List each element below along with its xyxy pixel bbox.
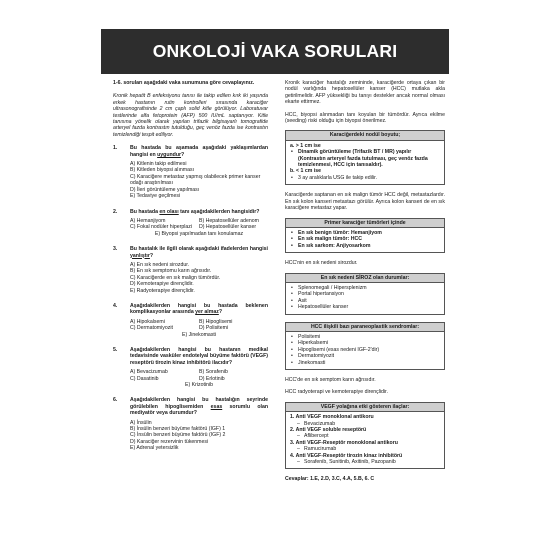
box-item: • Splenomegali / Hipersplenizm bbox=[290, 285, 440, 291]
box-item: • Polisitemi bbox=[290, 334, 440, 340]
option-d: D) Erlotinib bbox=[199, 375, 225, 382]
question-2 bbox=[113, 209, 268, 238]
question-number: 2. bbox=[113, 208, 118, 215]
option-b: B) Hipoglisemi bbox=[199, 318, 233, 325]
question-3 bbox=[113, 246, 268, 294]
box-item: • Dinamik görüntüleme (Trifazik BT / MR) yapılır (Kontrastın arteryel fazda tutulması, geç venöz fazda temizlenmesi, HCC için tanısaldır). bbox=[290, 149, 440, 168]
cirrhosis-box bbox=[285, 273, 445, 315]
option-b: B) İnsülin benzeri büyüme faktörü (IGF) 1 bbox=[130, 426, 226, 433]
question-text: Aşağıdakilerden hangisi bu hastanın medikal tedavisinde vasküler endotelyal büyüme faktörü (VEGF) reseptörü tirozin kinaz inhibitörü ilacıdır? bbox=[130, 347, 268, 366]
question-text: Bu hastada en olası tanı aşağıdakilerden hangisidir? bbox=[130, 208, 260, 215]
option-e: E) Krizotinib bbox=[185, 382, 213, 389]
box-item: • Portal hipertansiyon bbox=[290, 291, 440, 297]
right-column bbox=[285, 80, 445, 489]
option-a: A) Kitlenin takip edilmesi bbox=[130, 161, 187, 168]
paraneoplastic-box bbox=[285, 322, 445, 370]
question-5 bbox=[113, 347, 268, 388]
box-subitem: – Aflibercept bbox=[290, 433, 440, 439]
box-header: Primer karaciğer tümörleri içinde bbox=[286, 219, 444, 228]
option-e: E) Radyoterapiye dirençlidir. bbox=[130, 287, 195, 294]
box-item: 3. Anti VEGF-Reseptör monoklonal antikoru bbox=[290, 439, 398, 446]
option-b: B) Kitleden biyopsi alınması bbox=[130, 167, 195, 174]
option-a: A) Hemanjiyom bbox=[130, 217, 166, 224]
box-header: VEGF yolağına etki gösteren ilaçlar: bbox=[286, 403, 444, 412]
question-6 bbox=[113, 397, 268, 451]
option-a: A) Bevacizumab bbox=[130, 369, 168, 376]
question-text: Bu hastada bu aşamada aşağıdaki yaklaşımlardan hangisi en uygundur? bbox=[130, 145, 268, 158]
box-item: • Hipoglisemi (esas nedeni IGF-2'dir) bbox=[290, 347, 440, 353]
box-item: • Jinekomasti bbox=[290, 360, 440, 366]
question-number: 4. bbox=[113, 302, 118, 309]
intro-question: 1-6. soruları aşağıdaki vaka sunumuna göre cevaplayınız. bbox=[113, 80, 255, 86]
option-b: B) Sorafenib bbox=[199, 369, 228, 376]
page-title: ONKOLOJİ VAKA SORULARI bbox=[152, 41, 398, 61]
explanation-paragraph: HCC radyoterapi ve kemoterapiye dirençlidir. bbox=[285, 389, 388, 396]
option-d: D) Polisitemi bbox=[199, 325, 229, 332]
primary-liver-tumors-box bbox=[285, 218, 445, 254]
option-a: A) En sık nedeni sirozdur. bbox=[130, 261, 190, 268]
box-header: En sık nedeni SİROZ olan durumlar: bbox=[286, 274, 444, 283]
option-e: E) Tedaviye geçilmesi bbox=[130, 193, 181, 200]
page-title-banner bbox=[101, 29, 449, 74]
question-text: Aşağıdakilerden hangisi bu hastalığın seyrinde görülebilen hipoglisemiden esas sorumlu olan mediyatör veya durumdur? bbox=[130, 397, 269, 417]
question-text: Aşağıdakilerden hangisi bu hastada beklenen komplikasyonlar arasında yer almaz? bbox=[130, 302, 268, 316]
explanation-paragraph: Karaciğerde saptanan en sık malign tümör HCC değil, metastazlardır. En sık kolon kanseri metastazı görülür. Ayrıca kolon kanseri de en sık karaciğere metastaz yapar. bbox=[285, 192, 445, 212]
option-b: B) Hepatosellüler adenom bbox=[199, 217, 259, 224]
box-item: a. > 1 cm ise bbox=[290, 142, 321, 149]
option-c: C) Dermatomiyozit bbox=[130, 325, 173, 332]
box-item: 2. Anti VEGF soluble reseptörü bbox=[290, 427, 367, 434]
option-e: E) Biyopsi yapılmadan tanı konulamaz bbox=[154, 230, 244, 237]
explanation-paragraph: HCC, biyopsi alınmadan tanı koyulan bir tümördür. Ayrıca ekilme (seeding) riski olduğu için biyopsi önerilmez. bbox=[285, 111, 445, 125]
option-a: A) İnsülin bbox=[130, 419, 152, 426]
box-subitem: – Bevacizumab bbox=[290, 421, 440, 427]
nodule-size-box bbox=[285, 130, 445, 185]
vegf-drugs-box bbox=[285, 402, 445, 470]
option-e: E) Jinekomasti bbox=[181, 331, 217, 338]
option-d: D) Kemoterapiye dirençlidir. bbox=[130, 281, 194, 288]
box-subitem: – Ramucirumab bbox=[290, 446, 440, 452]
question-number: 3. bbox=[113, 246, 118, 253]
box-item: • 3 ay aralıklarla USG ile takip edilir. bbox=[290, 175, 440, 181]
explanation-paragraph: Kronik karaciğer hastalığı zemininde, karaciğerde ortaya çıkan bir nodül varlığında hepatosellüler kanser (HCC) mutlaka akla getirilmelidir. AFP yüksekliği bu tanıyı destekler ancak normal olması ekarte ettirmez. bbox=[285, 80, 445, 106]
option-d: D) Karaciğer rezervinin tükenmesi bbox=[130, 438, 209, 445]
box-item: • Dermatomiyozit bbox=[290, 353, 440, 359]
question-number: 1. bbox=[113, 145, 118, 152]
option-d: D) İleri görüntüleme yapılması bbox=[130, 186, 200, 193]
option-c: C) Dasatinib bbox=[130, 375, 159, 382]
box-item: • Hiperkalsemi bbox=[290, 340, 440, 346]
question-text: Bu hastalık ile ilgili olarak aşağıdaki ifadelerden hangisi yanlıştır? bbox=[130, 246, 268, 259]
box-item: • En sık benign tümör: Hemanjiyom bbox=[290, 230, 440, 236]
option-a: A) Hipokalsemi bbox=[130, 318, 165, 325]
box-item: • En sık sarkom: Anjiyosarkom bbox=[290, 243, 440, 249]
left-column bbox=[113, 80, 268, 461]
explanation-paragraph: HCC'nin en sık nedeni sirozdur. bbox=[285, 260, 358, 267]
box-header: Karaciğerdeki nodül boyutu; bbox=[286, 131, 444, 140]
explanation-paragraph: HCC'de en sık semptom karın ağrısıdır. bbox=[285, 377, 376, 383]
box-item: • Asit bbox=[290, 298, 440, 304]
box-header: HCC ilişkili bazı paraneoplastik sendromlar: bbox=[286, 323, 444, 332]
option-b: B) En sık semptomu karın ağrısıdır. bbox=[130, 268, 212, 275]
box-item: • Hepatosellüler kanser bbox=[290, 304, 440, 310]
question-4 bbox=[113, 303, 268, 338]
box-item: b. < 1 cm ise bbox=[290, 168, 321, 175]
box-item: 4. Anti VEGF-Reseptör tirozin kinaz inhibitörü bbox=[290, 452, 403, 459]
question-1 bbox=[113, 145, 268, 199]
question-number: 6. bbox=[113, 397, 118, 404]
answer-key: Cevaplar: 1.E, 2.D, 3.C, 4.A, 5.B, 6. C bbox=[285, 476, 375, 483]
box-subitem: – Sorafenib, Sunitinib, Axitinib, Pazopanib bbox=[290, 459, 440, 465]
option-e: E) Adrenal yetersizlik bbox=[130, 445, 179, 452]
option-c: C) Fokal nodüler hiperplazi bbox=[130, 224, 192, 231]
box-item: 1. Anti VEGF monoklonal antikoru bbox=[290, 414, 374, 421]
question-number: 5. bbox=[113, 347, 118, 353]
option-c: C) İnsülin benzeri büyüme faktörü (IGF) 2 bbox=[130, 432, 226, 439]
option-d: D) Hepatosellüler kanser bbox=[199, 224, 257, 231]
option-c: C) Karaciğere metastaz yapmış olabilecek primer kanser odağı araştırılması bbox=[130, 173, 261, 187]
box-item: • En sık malign tümör: HCC bbox=[290, 236, 440, 242]
case-text: Kronik hepatit B enfeksiyonu tanısı ile takip edilen kırk iki yaşında erkek hastanın rutin kontrolleri sırasında karaciğer ultrasonografisinde 2 cm çaplı solid kitle görülüyor. Laboratuvar testlerinde alfa fetoprotein (AFP) 500 IU/mL saptanıyor. Kitle tanısına yönelik olarak yapılan trifazik bilgisayarlı tomografide arteryel fazda kontrastın tutulduğu, geç venöz fazda ise kontrastın temizlendiği tespit ediliyor. bbox=[113, 93, 268, 138]
option-c: C) Karaciğerde en sık malign tümördür. bbox=[130, 274, 221, 281]
